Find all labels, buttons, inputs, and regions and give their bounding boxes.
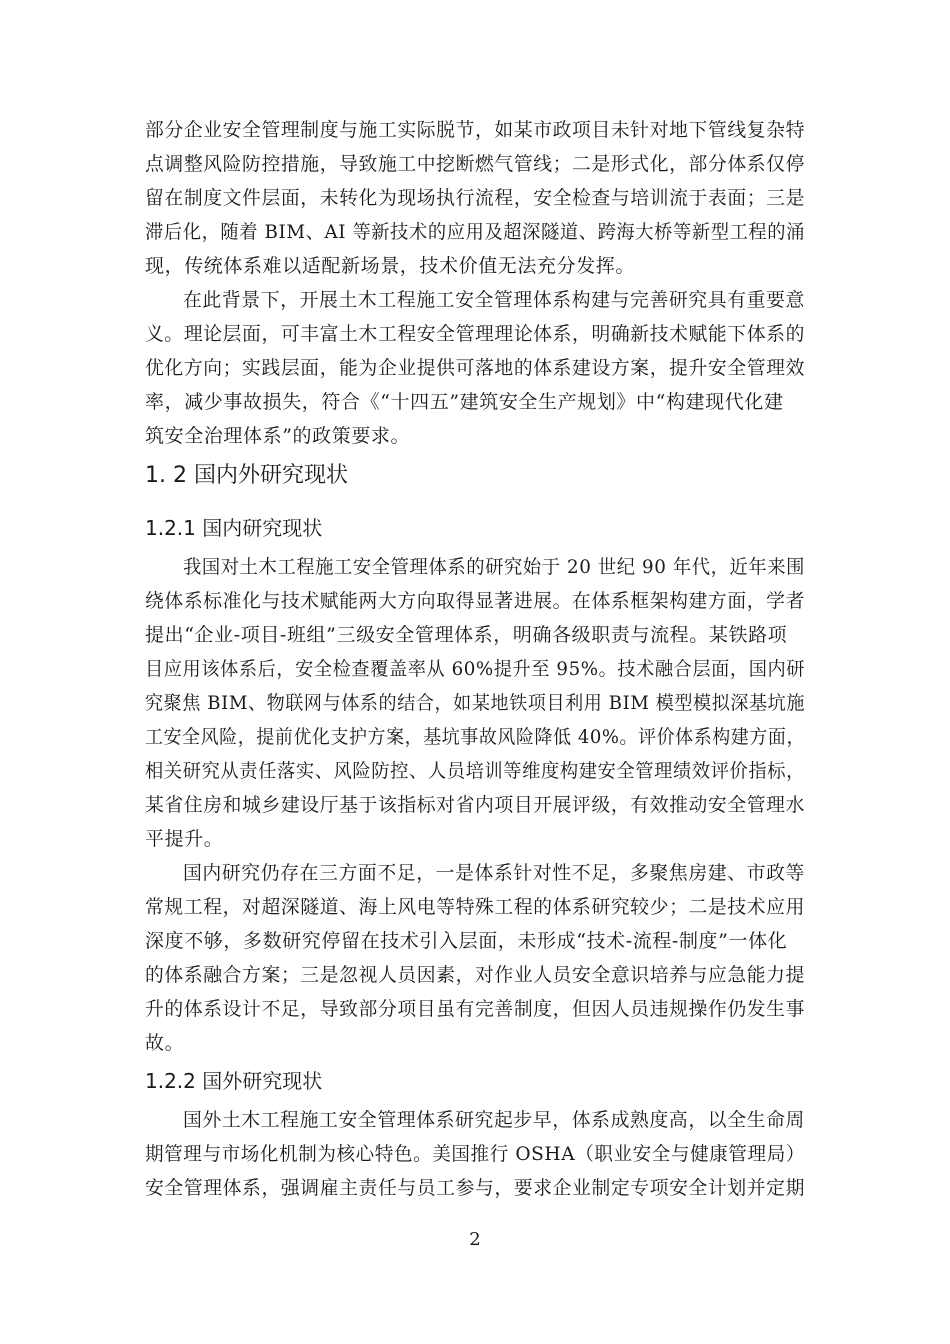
text-line: 深度不够，多数研究停留在技术引入层面，未形成“技术-流程-制度”一体化 <box>145 930 788 952</box>
subsection-heading: 1.2.1 国内研究现状 <box>145 516 323 540</box>
text-line: 期管理与市场化机制为核心特色。美国推行 OSHA（职业安全与健康管理局） <box>145 1143 805 1165</box>
text-line: 的体系融合方案；三是忽视人员因素，对作业人员安全意识培养与应急能力提 <box>145 964 805 986</box>
text-line: 义。理论层面，可丰富土木工程安全管理理论体系，明确新技术赋能下体系的 <box>145 323 805 345</box>
text-line: 究聚焦 BIM、物联网与体系的结合，如某地铁项目利用 BIM 模型模拟深基坑施 <box>145 692 805 714</box>
text-line: 绕体系标准化与技术赋能两大方向取得显著进展。在体系框架构建方面，学者 <box>145 590 805 612</box>
text-line: 目应用该体系后，安全检查覆盖率从 60%提升至 95%。技术融合层面，国内研 <box>145 658 805 680</box>
text-line: 率，减少事故损失，符合《“十四五”建筑安全生产规划》中“构建现代化建 <box>145 391 784 413</box>
text-line: 相关研究从责任落实、风险防控、人员培训等维度构建安全管理绩效评价指标， <box>145 760 805 782</box>
text-line: 滞后化，随着 BIM、AI 等新技术的应用及超深隧道、跨海大桥等新型工程的涌 <box>145 221 805 243</box>
text-line: 某省住房和城乡建设厅基于该指标对省内项目开展评级，有效推动安全管理水 <box>145 794 805 816</box>
subsection-heading: 1.2.2 国外研究现状 <box>145 1069 323 1093</box>
page-number: 2 <box>469 1229 481 1250</box>
text-line: 提出“企业-项目-班组”三级安全管理体系，明确各级职责与流程。某铁路项 <box>145 624 788 646</box>
text-line: 留在制度文件层面，未转化为现场执行流程，安全检查与培训流于表面；三是 <box>145 187 805 209</box>
section-heading: 1. 2 国内外研究现状 <box>145 463 348 488</box>
text-line: 优化方向；实践层面，能为企业提供可落地的体系建设方案，提升安全管理效 <box>145 357 805 379</box>
text-line: 安全管理体系，强调雇主责任与员工参与，要求企业制定专项安全计划并定期 <box>145 1177 805 1199</box>
text-line: 平提升。 <box>145 828 224 850</box>
text-line: 现，传统体系难以适配新场景，技术价值无法充分发挥。 <box>145 255 636 277</box>
text-line: 筑安全治理体系”的政策要求。 <box>145 425 411 447</box>
text-line: 点调整风险防控措施，导致施工中挖断燃气管线；二是形式化，部分体系仅停 <box>145 153 805 175</box>
text-line: 国外土木工程施工安全管理体系研究起步早，体系成熟度高，以全生命周 <box>183 1109 805 1131</box>
text-line: 故。 <box>145 1032 185 1054</box>
text-line: 我国对土木工程施工安全管理体系的研究始于 20 世纪 90 年代，近年来围 <box>183 556 805 578</box>
text-line: 工安全风险，提前优化支护方案，基坑事故风险降低 40%。评价体系构建方面， <box>145 726 805 748</box>
text-line: 常规工程，对超深隧道、海上风电等特殊工程的体系研究较少；二是技术应用 <box>145 896 805 918</box>
text-line: 国内研究仍存在三方面不足，一是体系针对性不足，多聚焦房建、市政等 <box>183 862 805 884</box>
text-line: 部分企业安全管理制度与施工实际脱节，如某市政项目未针对地下管线复杂特 <box>145 119 805 141</box>
text-line: 在此背景下，开展土木工程施工安全管理体系构建与完善研究具有重要意 <box>183 289 805 311</box>
text-line: 升的体系设计不足，导致部分项目虽有完善制度，但因人员违规操作仍发生事 <box>145 998 805 1020</box>
